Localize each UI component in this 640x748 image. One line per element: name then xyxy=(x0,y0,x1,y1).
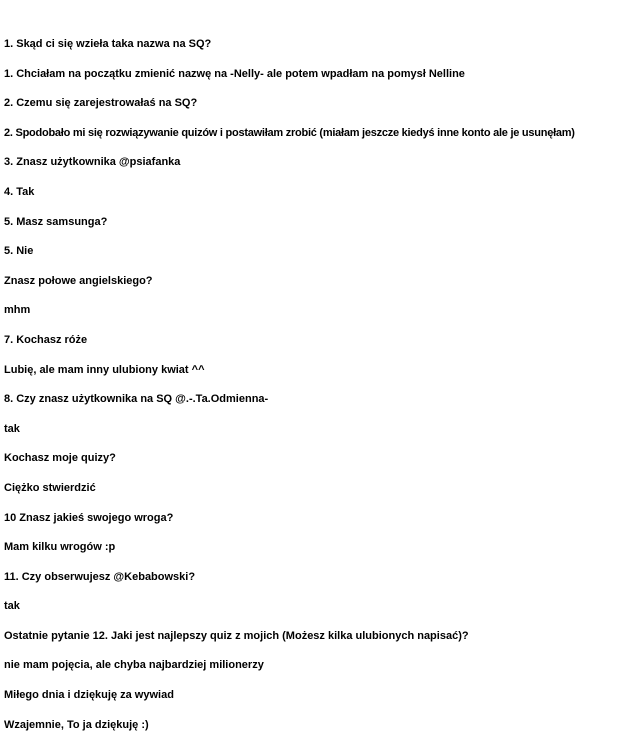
answer-10: Mam kilku wrogów :p xyxy=(4,541,116,554)
answer-12: nie mam pojęcia, ale chyba najbardziej milionerzy xyxy=(4,659,264,672)
question-12: Ostatnie pytanie 12. Jaki jest najlepszy quiz z mojich (Możesz kilka ulubionych napisać)? xyxy=(4,629,469,642)
closing-reply: Wzajemnie, To ja dziękuję :) xyxy=(4,718,149,731)
question-3: 3. Znasz użytkownika @psiafanka xyxy=(4,156,181,169)
answer-5: 5. Nie xyxy=(4,245,34,258)
question-1: 1. Skąd ci się wzieła taka nazwa na SQ? xyxy=(4,38,212,50)
question-5: 5. Masz samsunga? xyxy=(4,215,108,228)
answer-2: 2. Spodobało mi się rozwiązywanie quizów i postawiłam zrobić (miałam jeszcze kiedyś inne konto ale je usunęłam) xyxy=(4,126,575,139)
answer-11: tak xyxy=(4,600,20,613)
question-6: Znasz połowe angielskiego? xyxy=(4,274,153,287)
closing-message: Miłego dnia i dziękuję za wywiad xyxy=(4,689,174,702)
question-10: 10 Znasz jakieś swojego wroga? xyxy=(4,511,174,524)
answer-6: mhm xyxy=(4,304,31,317)
question-9: Kochasz moje quizy? xyxy=(4,452,116,465)
question-11: 11. Czy obserwujesz @Kebabowski? xyxy=(4,570,196,583)
answer-3: 4. Tak xyxy=(4,185,35,198)
answer-8: tak xyxy=(4,422,20,435)
answer-1: 1. Chciałam na początku zmienić nazwę na -Nelly- ale potem wpadłam na pomysł Nelline xyxy=(4,67,465,80)
question-2: 2. Czemu się zarejestrowałaś na SQ? xyxy=(4,97,198,110)
answer-7: Lubię, ale mam inny ulubiony kwiat ^^ xyxy=(4,363,205,376)
answer-9: Ciężko stwierdzić xyxy=(4,481,96,494)
interview-document xyxy=(4,38,638,748)
question-7: 7. Kochasz róże xyxy=(4,333,88,346)
question-8: 8. Czy znasz użytkownika na SQ @.-.Ta.Odmienna- xyxy=(4,393,269,406)
